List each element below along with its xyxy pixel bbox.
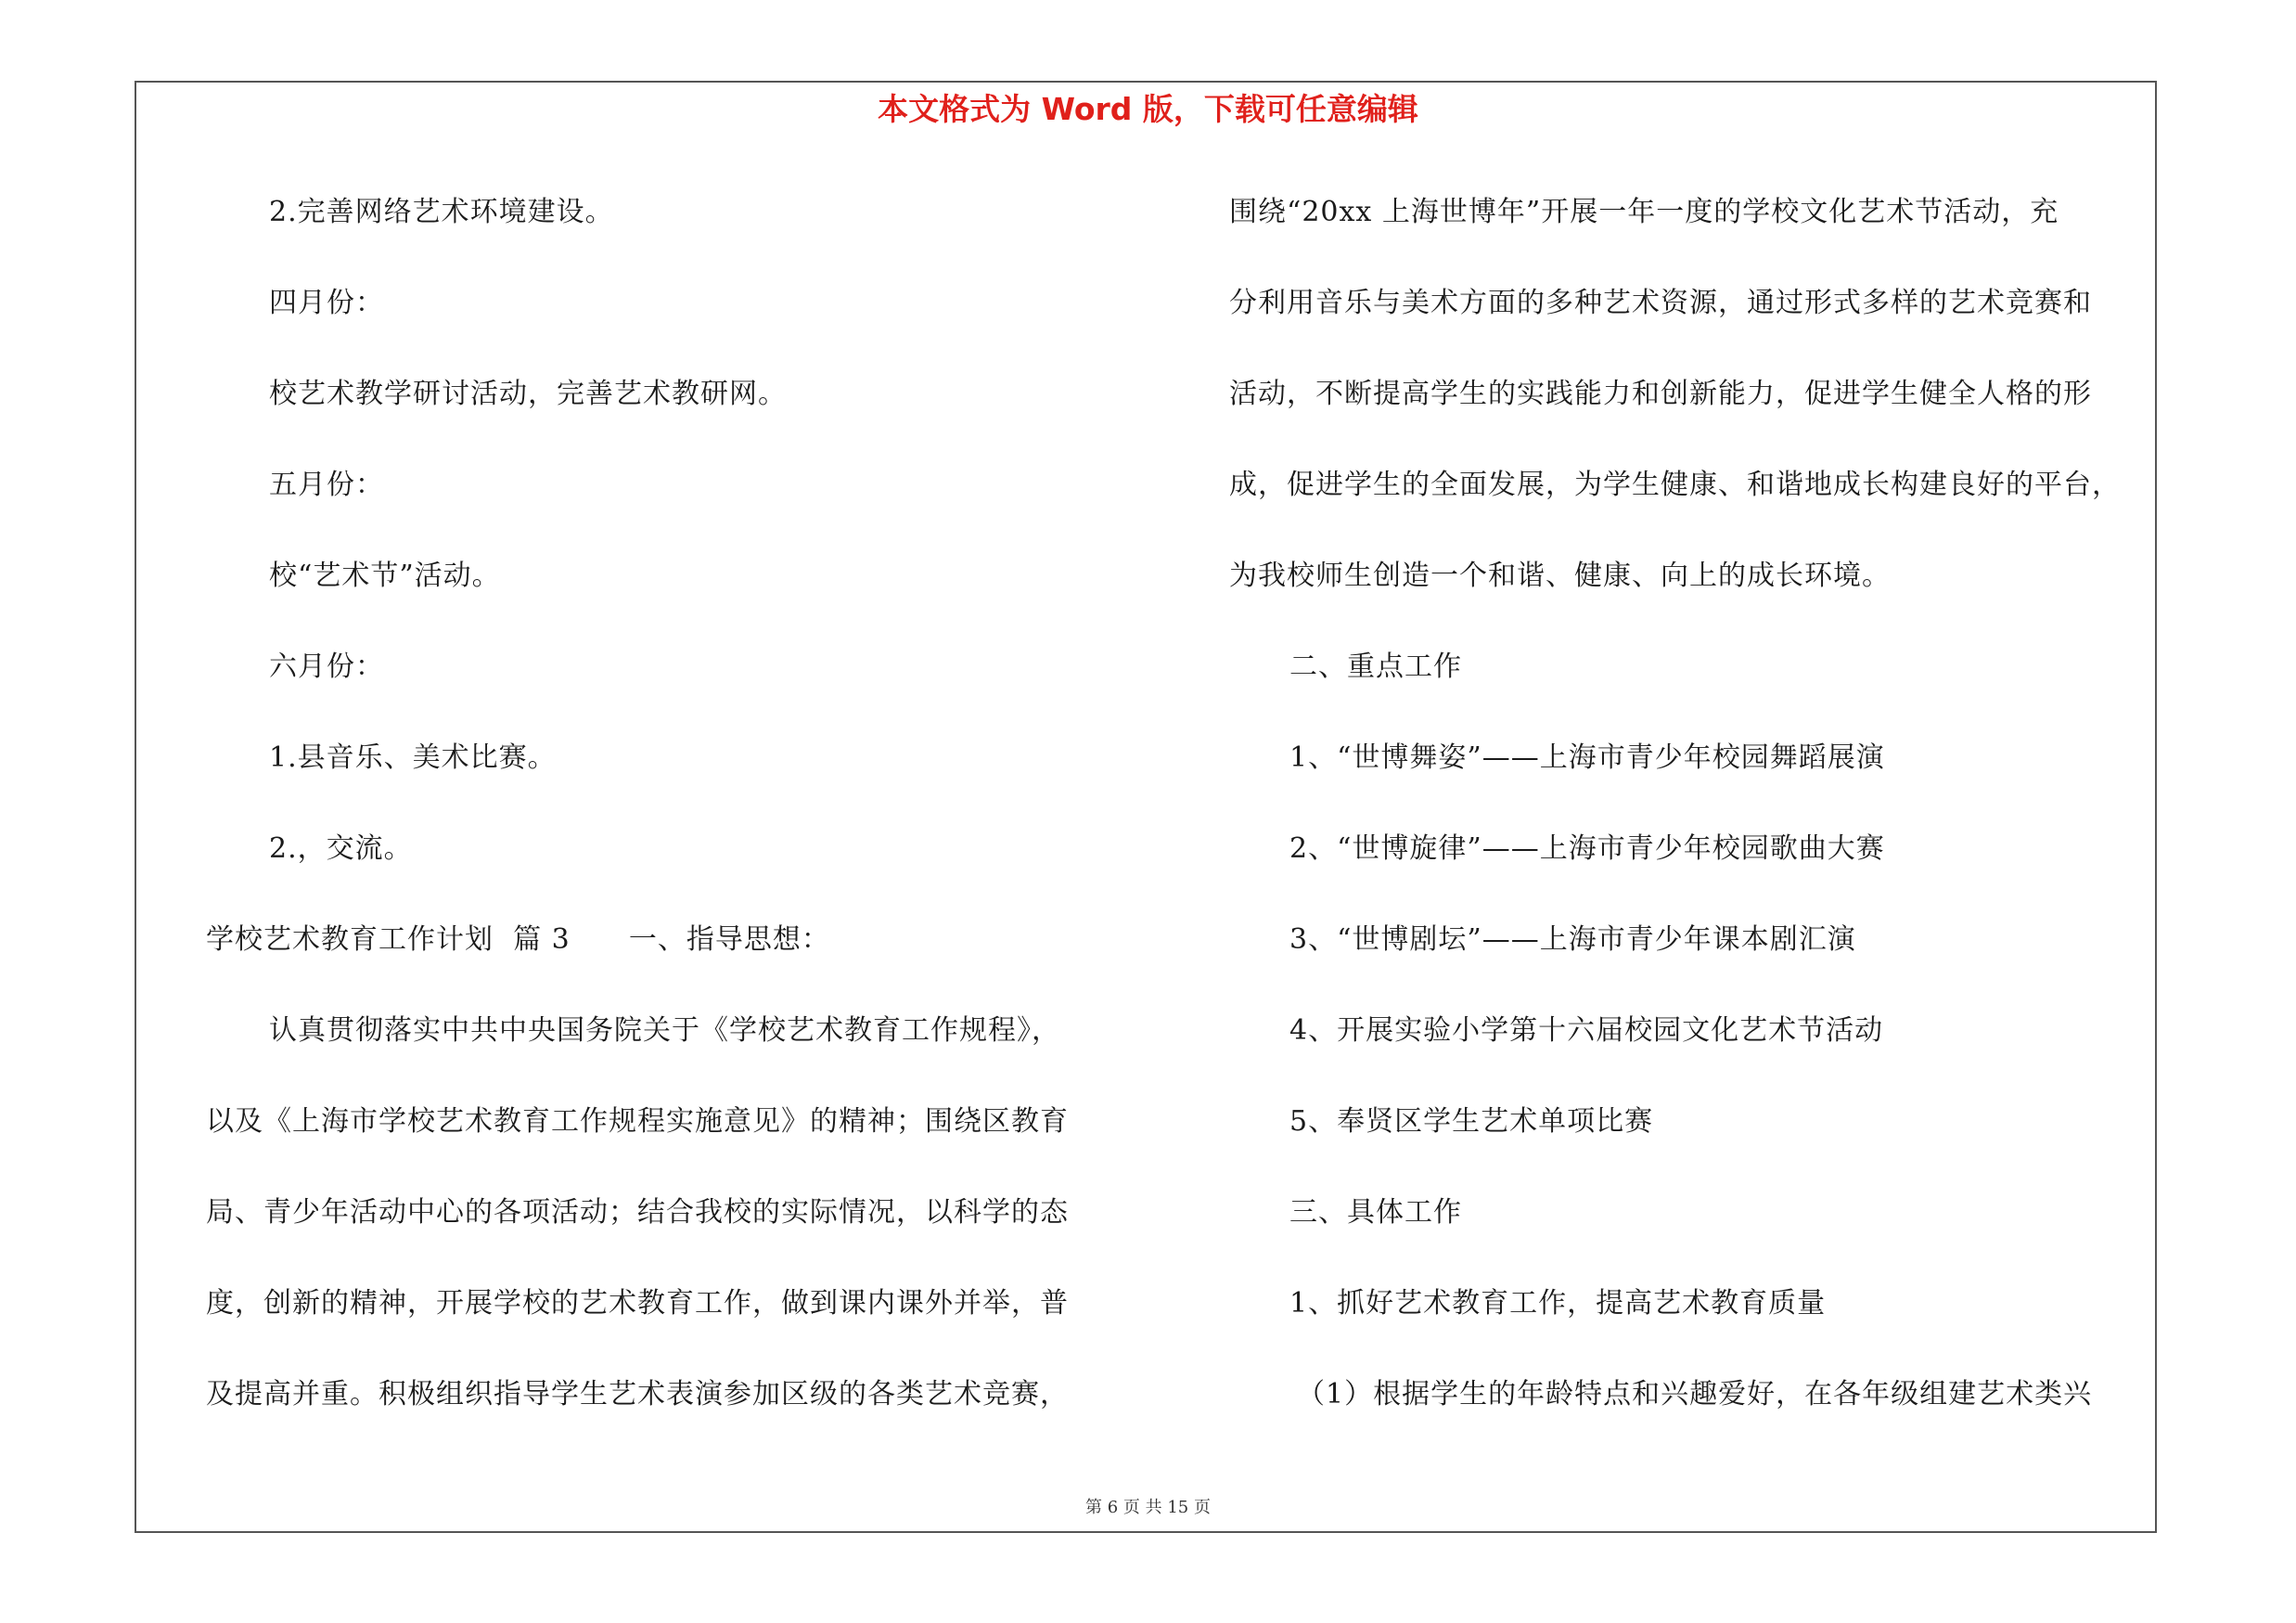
text-line: 校艺术教学研讨活动，完善艺术教研网。 xyxy=(269,378,787,410)
text-line: 分利用音乐与美术方面的多种艺术资源，通过形式多样的艺术竞赛和 xyxy=(1229,287,2092,319)
text-line: 活动，不断提高学生的实践能力和创新能力，促进学生健全人格的形 xyxy=(1229,378,2092,410)
text-line: 四月份： xyxy=(269,287,384,319)
text-line: 认真贯彻落实中共中央国务院关于《学校艺术教育工作规程》， xyxy=(269,1014,1060,1047)
text-line: 校“艺术节”活动。 xyxy=(269,560,501,592)
list-item: 5、奉贤区学生艺术单项比赛 xyxy=(1289,1105,1654,1138)
text-line: 为我校师生创造一个和谐、健康、向上的成长环境。 xyxy=(1229,560,1891,592)
text-line: 度，创新的精神，开展学校的艺术教育工作，做到课内课外并举，普 xyxy=(206,1287,1069,1320)
text-line: 成，促进学生的全面发展，为学生健康、和谐地成长构建良好的平台， xyxy=(1229,469,2121,501)
list-item: 4、开展实验小学第十六届校园文化艺术节活动 xyxy=(1289,1014,1884,1047)
text-line: 2.，交流。 xyxy=(269,832,413,865)
text-line: 围绕“20xx 上海世博年”开展一年一度的学校文化艺术节活动，充 xyxy=(1229,196,2059,228)
section-heading: 学校艺术教育工作计划 篇 3 一、指导思想： xyxy=(206,923,830,956)
list-item: 2、“世博旋律”——上海市青少年校园歌曲大赛 xyxy=(1289,832,1885,865)
text-line: 1、抓好艺术教育工作，提高艺术教育质量 xyxy=(1289,1287,1827,1320)
section-heading: 三、具体工作 xyxy=(1289,1196,1462,1229)
text-line: （1）根据学生的年龄特点和兴趣爱好，在各年级组建艺术类兴 xyxy=(1297,1378,2093,1410)
list-item: 3、“世博剧坛”——上海市青少年课本剧汇演 xyxy=(1289,923,1856,956)
text-line: 及提高并重。积极组织指导学生艺术表演参加区级的各类艺术竞赛， xyxy=(206,1378,1069,1410)
section-heading: 二、重点工作 xyxy=(1289,650,1462,683)
text-line: 局、青少年活动中心的各项活动；结合我校的实际情况，以科学的态 xyxy=(206,1196,1069,1229)
format-banner: 本文格式为 Word 版，下载可任意编辑 xyxy=(878,91,1418,127)
text-line: 六月份： xyxy=(269,650,384,683)
text-line: 以及《上海市学校艺术教育工作规程实施意见》的精神；围绕区教育 xyxy=(206,1105,1069,1138)
text-line: 五月份： xyxy=(269,469,384,501)
text-line: 1.县音乐、美术比赛。 xyxy=(269,741,557,774)
list-item: 1、“世博舞姿”——上海市青少年校园舞蹈展演 xyxy=(1289,741,1885,774)
text-line: 2.完善网络艺术环境建设。 xyxy=(269,196,614,228)
page-number: 第 6 页 共 15 页 xyxy=(1085,1498,1211,1517)
